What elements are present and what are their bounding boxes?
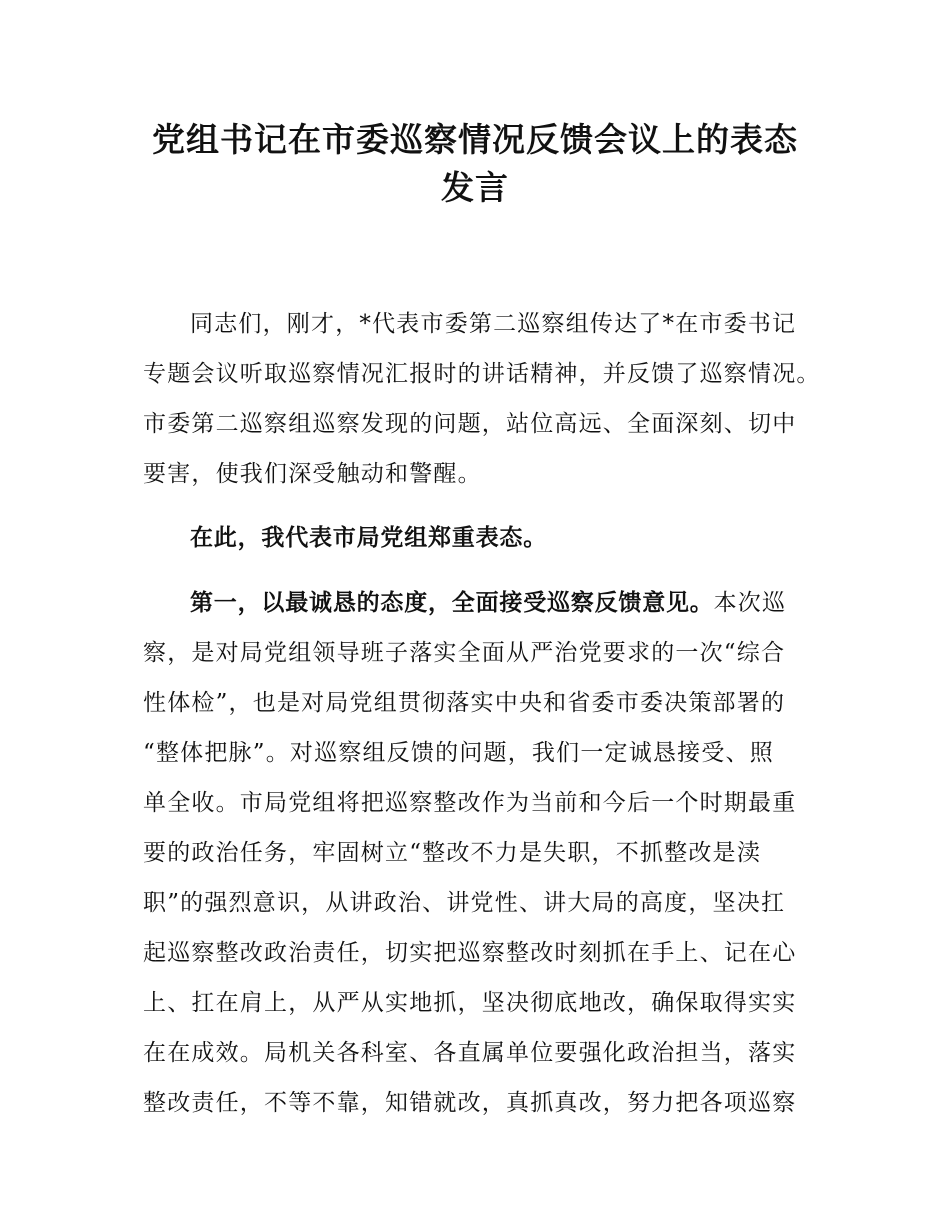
paragraph-3-line-1 [190, 578, 890, 628]
paragraph-3-line-9: 上、扛在肩上，从严从实地抓，坚决彻底地改，确保取得实实 [143, 990, 797, 1016]
paragraph-3-line-3: 性体检”，也是对局党组贯彻落实中央和省委市委决策部署的 [143, 690, 786, 716]
paragraph-3-line-10: 在在成效。局机关各科室、各直属单位要强化政治担当，落实 [143, 1040, 797, 1066]
paragraph-2: 在此，我代表市局党组郑重表态。 [190, 525, 547, 551]
paragraph-3-line-4: “整体把脉”。对巡察组反馈的问题，我们一定诚恳接受、照 [143, 740, 774, 766]
paragraph-3-line-2: 察，是对局党组领导班子落实全面从严治党要求的一次“综合 [143, 640, 786, 666]
paragraph-1-line-2: 专题会议听取巡察情况汇报时的讲话精神，并反馈了巡察情况。 [143, 361, 821, 387]
paragraph-3-lead: 第一，以最诚恳的态度，全面接受巡察反馈意见。 [190, 590, 714, 616]
paragraph-1-line-3: 市委第二巡察组巡察发现的问题，站位高远、全面深刻、切中 [143, 411, 797, 437]
paragraph-1-line-1: 同志们，刚才，*代表市委第二巡察组传达了*在市委书记 [190, 311, 797, 337]
paragraph-3-line-5: 单全收。市局党组将把巡察整改作为当前和今后一个时期最重 [143, 790, 797, 816]
document-title-line-1: 党组书记在市委巡察情况反馈会议上的表态 [152, 120, 798, 159]
paragraph-3-line-6: 要的政治任务，牢固树立“整改不力是失职，不抓整改是渎 [143, 840, 761, 866]
paragraph-3-line-7: 职”的强烈意识，从讲政治、讲党性、讲大局的高度，坚决扛 [143, 890, 786, 916]
paragraph-1-line-4: 要害，使我们深受触动和警醒。 [143, 461, 482, 487]
document-title-line-2: 发言 [441, 168, 509, 207]
paragraph-3-line-8: 起巡察整改政治责任，切实把巡察整改时刻抓在手上、记在心 [143, 940, 797, 966]
paragraph-3-line-11: 整改责任，不等不靠，知错就改，真抓真改，努力把各项巡察 [143, 1090, 797, 1116]
paragraph-3-line-1-rest: 本次巡 [713, 590, 787, 616]
